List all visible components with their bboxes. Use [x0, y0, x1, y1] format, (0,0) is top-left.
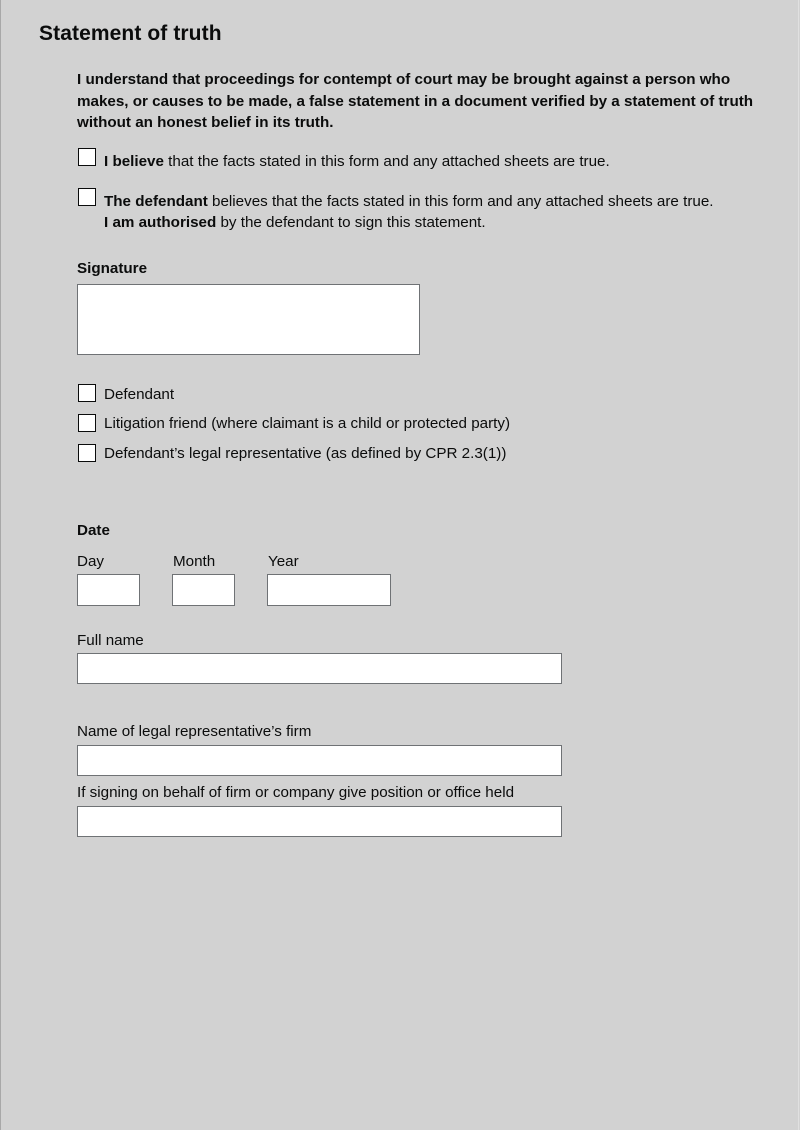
i-believe-bold: I believe: [104, 153, 164, 170]
signature-label: Signature: [77, 260, 148, 277]
firm-input[interactable]: [77, 745, 562, 776]
full-name-input[interactable]: [77, 653, 562, 684]
defendant-believes-text: believes that the facts stated in this form and any attached sheets are true.: [207, 193, 714, 210]
role-legal-rep-label: Defendant’s legal representative (as defined by CPR 2.3(1)): [104, 445, 507, 462]
i-believe-statement: [104, 151, 610, 172]
position-input[interactable]: [77, 806, 562, 837]
role-defendant-label: Defendant: [104, 386, 175, 403]
year-input[interactable]: [267, 574, 391, 606]
defendant-believes-checkbox[interactable]: [78, 188, 96, 206]
day-input[interactable]: [77, 574, 140, 606]
defendant-believes-line2: [104, 212, 784, 233]
signature-box[interactable]: [77, 284, 420, 355]
contempt-warning: I understand that proceedings for contempt of court may be brought against a person who makes, or causes to be made, a false statement in a document verified by a statement of truth without an honest belief in its truth.: [77, 71, 754, 131]
role-litigation-friend-checkbox[interactable]: [78, 414, 96, 432]
role-litigation-friend-label: Litigation friend (where claimant is a child or protected party): [104, 415, 511, 432]
year-label: Year: [268, 553, 299, 570]
month-label: Month: [173, 553, 216, 570]
defendant-bold: The defendant: [104, 193, 208, 210]
defendant-believes-statement: [104, 191, 784, 233]
authorised-text: by the defendant to sign this statement.: [216, 214, 486, 231]
role-legal-rep-checkbox[interactable]: [78, 444, 96, 462]
authorised-bold: I am authorised: [104, 214, 217, 231]
firm-label: Name of legal representative’s firm: [77, 723, 312, 740]
i-believe-text: that the facts stated in this form and any attached sheets are true.: [163, 153, 610, 170]
i-believe-checkbox[interactable]: [78, 148, 96, 166]
full-name-label: Full name: [77, 632, 144, 649]
section-title: Statement of truth: [39, 22, 222, 45]
date-label: Date: [77, 522, 110, 539]
defendant-believes-line1: [104, 191, 784, 212]
month-input[interactable]: [172, 574, 235, 606]
position-label: If signing on behalf of firm or company give position or office held: [77, 784, 515, 801]
day-label: Day: [77, 553, 105, 570]
role-defendant-checkbox[interactable]: [78, 384, 96, 402]
